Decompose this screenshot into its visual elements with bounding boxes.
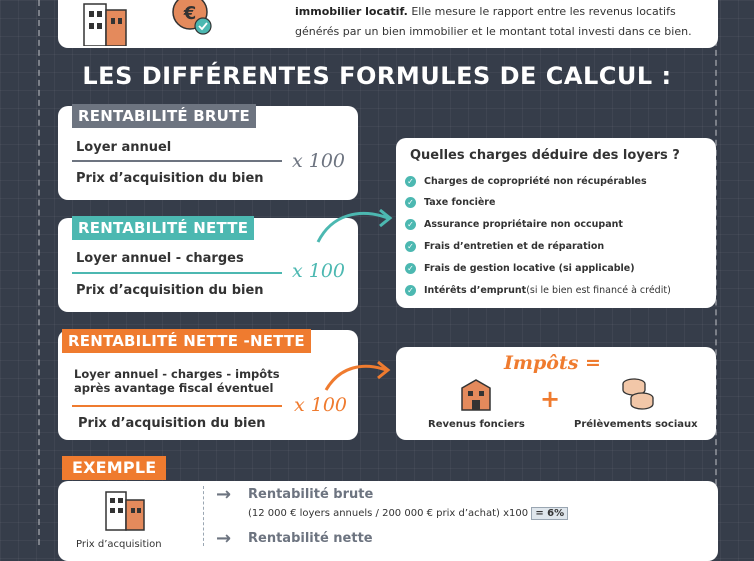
tag-rentabilite-brute: RENTABILITÉ BRUTE xyxy=(72,104,256,128)
revenus-fonciers-label: Revenus fonciers xyxy=(428,419,525,430)
svg-text:€: € xyxy=(183,3,197,24)
check-icon: ✓ xyxy=(405,241,416,252)
building-icon xyxy=(96,488,156,532)
arrow-to-taxes-icon xyxy=(320,356,400,396)
charge-item: ✓ Charges de copropriété non récupérables xyxy=(405,176,647,187)
tag-rentabilite-nette-nette: RENTABILITÉ NETTE -NETTE xyxy=(62,329,311,353)
nette-multiplier: x 100 xyxy=(292,260,346,282)
nette-nette-denominator: Prix d’acquisition du bien xyxy=(78,416,266,431)
nette-nette-numerator-line2: après avantage fiscal éventuel xyxy=(74,381,274,395)
check-icon: ✓ xyxy=(405,285,416,296)
nette-denominator: Prix d’acquisition du bien xyxy=(76,283,264,298)
check-icon: ✓ xyxy=(405,176,416,187)
building-icon xyxy=(74,0,144,46)
example-side-label: Prix d’acquisition xyxy=(76,539,162,550)
charge-item: ✓ Frais de gestion locative (si applicable) xyxy=(405,263,635,274)
coins-stack-icon xyxy=(618,376,658,412)
charges-title: Quelles charges déduire des loyers ? xyxy=(410,148,680,163)
example-gross-result: = 6% xyxy=(531,507,568,520)
prelevements-sociaux-label: Prélèvements sociaux xyxy=(574,419,698,430)
check-icon: ✓ xyxy=(405,197,416,208)
arrow-to-charges-icon xyxy=(312,200,398,246)
example-gross-calc: (12 000 € loyers annuels / 200 000 € prix d’achat) x100 = 6% xyxy=(248,508,568,519)
euro-coin-icon xyxy=(166,0,216,42)
house-icon xyxy=(458,376,494,412)
nette-nette-numerator-line1: Loyer annuel - charges - impôts xyxy=(74,367,280,381)
example-gross-title: Rentabilité brute xyxy=(248,487,374,502)
charge-item: ✓ Taxe foncière xyxy=(405,197,495,208)
tag-exemple: EXEMPLE xyxy=(62,456,166,480)
tag-rentabilite-nette: RENTABILITÉ NETTE xyxy=(72,216,254,240)
nette-nette-multiplier: x 100 xyxy=(294,394,348,416)
example-net-title: Rentabilité nette xyxy=(248,531,373,546)
charge-item: ✓ Intérêts d’emprunt (si le bien est financé à crédit) xyxy=(405,285,671,296)
check-icon: ✓ xyxy=(405,219,416,230)
brute-numerator: Loyer annuel xyxy=(76,140,172,155)
page-title: LES DIFFÉRENTES FORMULES DE CALCUL : xyxy=(82,62,672,90)
plus-sign: + xyxy=(540,385,561,413)
charge-item: ✓ Assurance propriétaire non occupant xyxy=(405,219,623,230)
nette-numerator: Loyer annuel - charges xyxy=(76,251,244,266)
check-icon: ✓ xyxy=(405,263,416,274)
nette-fraction-line xyxy=(72,272,282,274)
intro-card xyxy=(58,0,718,48)
brute-multiplier: x 100 xyxy=(292,150,346,172)
brute-fraction-line xyxy=(72,160,282,162)
arrow-right-icon: → xyxy=(216,528,232,549)
nette-nette-fraction-line xyxy=(72,405,282,407)
brute-denominator: Prix d’acquisition du bien xyxy=(76,171,264,186)
arrow-right-icon: → xyxy=(216,484,232,505)
intro-text: immobilier locatif. Elle mesure le rapport entre les revenus locatifs générés par un bien immobilier et le montant total investi dans ce bien. xyxy=(295,5,692,38)
impots-title: Impôts = xyxy=(504,352,601,374)
charge-item: ✓ Frais d’entretien et de réparation xyxy=(405,241,604,252)
example-divider xyxy=(203,486,204,546)
